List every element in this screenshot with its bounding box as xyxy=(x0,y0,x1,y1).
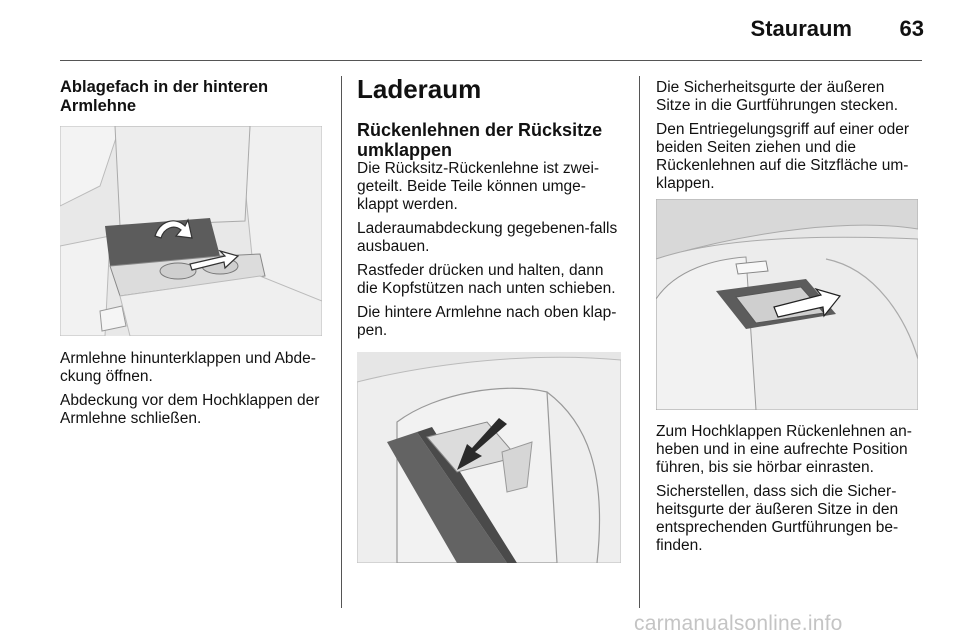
column-2 xyxy=(357,74,625,346)
paragraph: Die hintere Armlehne nach oben klap-pen. xyxy=(357,304,617,339)
paragraph: Sicherstellen, dass sich die Sicher-heitsgurte der äußeren Sitze in den entsprechenden Gurtführungen be-finden. xyxy=(656,483,899,554)
section-heading-cargo: Laderaum xyxy=(357,74,482,104)
paragraph: Die Rücksitz-Rückenlehne ist zwei-geteilt. Beide Teile können umge-klappt werden. xyxy=(357,160,600,213)
paragraph: Armlehne hinunterklappen und Abde-ckung öffnen. xyxy=(60,350,316,385)
column-divider-1 xyxy=(341,76,342,608)
paragraph: Den Entriegelungsgriff auf einer oder beiden Seiten ziehen und die Rückenlehnen auf die Sitzfläche um-klappen. xyxy=(656,121,910,192)
paragraph: Rastfeder drücken und halten, dann die Kopfstützen nach unten schieben. xyxy=(357,262,616,297)
paragraph: Laderaumabdeckung gegebenen-falls ausbauen. xyxy=(357,220,618,255)
figure-backrest-release-lever xyxy=(656,199,918,410)
column-1-text xyxy=(60,350,326,434)
column-3 xyxy=(656,79,922,199)
page-number: 63 xyxy=(899,16,924,41)
figure-armrest-storage xyxy=(60,126,322,336)
column-divider-2 xyxy=(639,76,640,608)
subheading-fold-seats: Rückenlehnen der Rücksitze umklappen xyxy=(357,120,603,160)
running-header-title: Stauraum xyxy=(750,16,852,41)
header-rule xyxy=(60,60,922,61)
figure-headrest-release xyxy=(357,352,621,563)
paragraph: Zum Hochklappen Rückenlehnen an-heben und in eine aufrechte Position führen, bis sie hörbar einrasten. xyxy=(656,423,912,476)
paragraph: Die Sicherheitsgurte der äußeren Sitze in die Gurtführungen stecken. xyxy=(656,79,899,114)
column-1 xyxy=(60,78,326,116)
section-heading-armrest-storage: Ablagefach in der hinteren Armlehne xyxy=(60,78,269,115)
column-3-text-bottom xyxy=(656,423,922,561)
watermark: carmanualsonline.info xyxy=(634,612,843,635)
paragraph: Abdeckung vor dem Hochklappen der Armlehne schließen. xyxy=(60,392,320,427)
